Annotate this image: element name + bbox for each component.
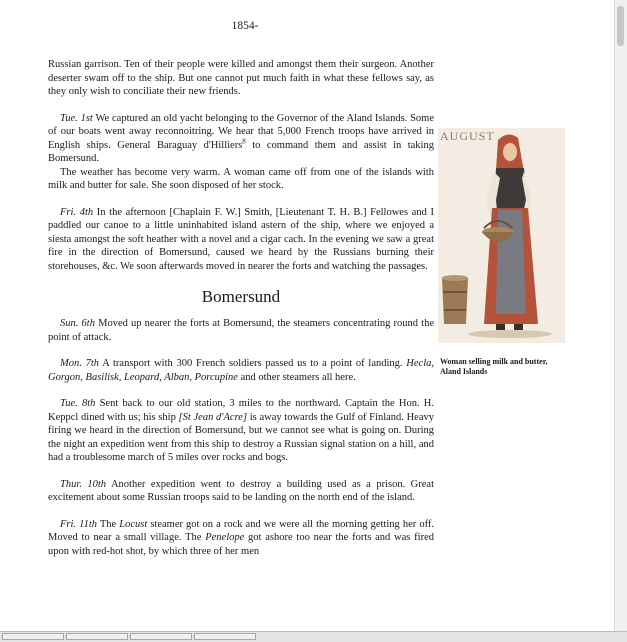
illustration-label: AUGUST (440, 129, 495, 143)
entry-date: Tue. 1st (60, 112, 93, 124)
status-segment[interactable] (130, 633, 192, 640)
vertical-scrollbar[interactable] (614, 0, 627, 632)
status-segment[interactable] (2, 633, 64, 640)
ship-names: Hecla, Gorgon, Basilisk, Leopard, Alban, Porcupine (48, 358, 434, 383)
paragraph-fri-4th (48, 206, 434, 274)
paragraph-text: steamer got on a rock and we were all the morning getting her off. Moved to near a small village. The (48, 518, 434, 543)
paragraph-text: The (97, 518, 120, 530)
scrollbar-thumb[interactable] (617, 6, 624, 46)
status-segment[interactable] (194, 633, 256, 640)
entry-date: Mon. 7th (60, 358, 100, 369)
status-bar (0, 631, 627, 642)
paragraph-text: Moved up nearer the forts at Bomersund, the steamers concentrating round the point of attack. (48, 318, 434, 343)
woman-figure-drawing (438, 128, 565, 343)
paragraph-text: We captured an old yacht belonging to the Governor of the Aland Islands. Some of our boats went away reconnoitring. We hear that 5,000 French troops have arrived in English ships. General Baraguay d'Hilliers (48, 112, 434, 151)
page-number: 1854- (231, 20, 259, 32)
section-heading: Bomersund (201, 287, 281, 306)
paragraph-text: A transport with 300 French soldiers passed us to a point of landing. (99, 358, 407, 369)
paragraph-weather: The weather has become very warm. A woman came off from one of the islands with milk and butter for sale. She soon disposed of her stock. (48, 166, 434, 191)
paragraph-garrison: Russian garrison. Ten of their people were killed and amongst them their surgeon. Another deserter swam off to the ship. But one cannot put much faith in what these fellows say, as they only wish to conciliate their new friends. (48, 59, 434, 97)
paragraph-tue-8th (48, 397, 434, 465)
paragraph-fri-11th (48, 518, 434, 559)
paragraph-sun-6th (48, 317, 434, 344)
ship-name: [St Jean d'Acre] (178, 411, 248, 423)
entry-date: Sun. 6th (60, 318, 95, 329)
paragraph-mon-7th (48, 357, 434, 384)
paragraph-tue-1st (48, 112, 434, 166)
paragraph-text: and other steamers all here. (237, 371, 356, 383)
paragraph-text: Another expedition went to destroy a building used as a prison. Great excitement about some Russian troops said to be landing on the north end of the island. (48, 478, 434, 503)
paragraph-text: is away towards the Gulf of Finland. Heavy firing we heard in the direction of Bomersund, but we cannot see what is going on. During the night an expedition went from this ship to destroy a Russian signal station on a hill, and had a troublesome march of 5 miles over rocks and bogs. (48, 411, 434, 463)
main-text-column (48, 58, 434, 558)
paragraph-thur-10th (48, 478, 434, 505)
paragraph-text: to command them and assist in taking Bomersund. (48, 139, 434, 164)
illustration-woman-selling-milk (438, 128, 565, 343)
ship-name: Penelope (205, 532, 245, 543)
paragraph-text: got ashore too near the forts and was fired upon with red-hot shot, by which three of her men (48, 532, 434, 557)
paragraph-text: In the afternoon [Chaplain F. W.] Smith, [Lieutenant T. H. B.] Fellowes and I paddled our canoe to a little uninhabited island astern of the ship, where we enjoyed a siesta amongst the soft heather with a novel and a cigar cach. In the evening we saw a great fire in the direction of Bomersund, caused we heard by the Russians burning their storehouses, &c. We soon afterwards moved in nearer the forts and watching the passages. (48, 206, 434, 272)
entry-date: Fri. 11th (60, 518, 97, 530)
footnote-marker[interactable]: 8 (242, 137, 246, 145)
illustration-caption: Woman selling milk and butter, Aland Islands (440, 357, 548, 376)
ship-name: Locust (119, 518, 148, 530)
entry-date: Fri. 4th (60, 206, 94, 218)
status-segment[interactable] (66, 633, 128, 640)
entry-date: Tue. 8th (60, 398, 96, 409)
paragraph-text: Sent back to our old station, 3 miles to the northward. Captain the Hon. H. Keppcl dined with us; his ship (48, 398, 434, 423)
entry-date: Thur. 10th (60, 478, 107, 490)
